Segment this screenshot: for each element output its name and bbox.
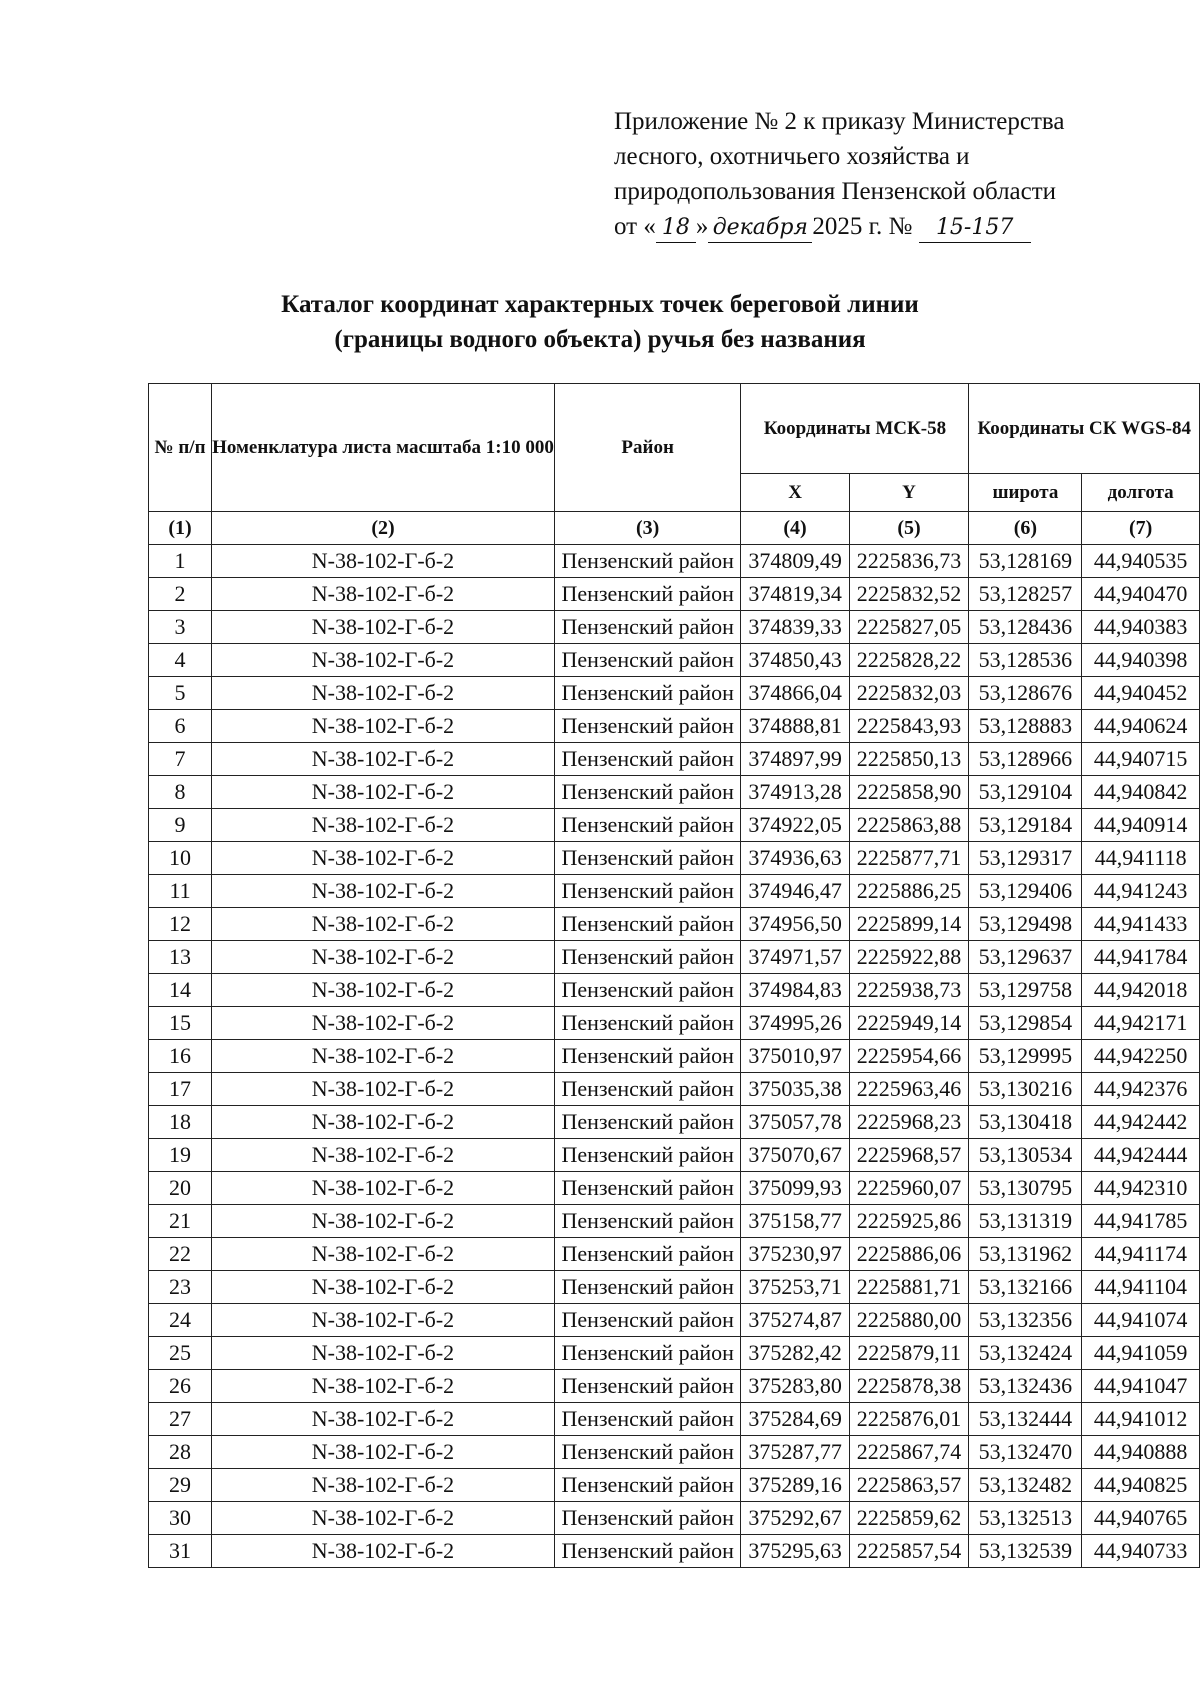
cell-x: 374922,05 [741, 809, 849, 842]
cell-lat: 53,128966 [969, 743, 1082, 776]
cell-lat: 53,129104 [969, 776, 1082, 809]
header-nomenclature: Номенклатура листа масштаба 1:10 000 [212, 384, 555, 512]
cell-x: 375099,93 [741, 1172, 849, 1205]
col-number: (4) [741, 512, 849, 545]
cell-y: 2225886,06 [849, 1238, 969, 1271]
table-row [149, 1502, 1200, 1535]
cell-y: 2225877,71 [849, 842, 969, 875]
table-row [149, 611, 1200, 644]
table-row [149, 644, 1200, 677]
cell-x: 374897,99 [741, 743, 849, 776]
cell-district: Пензенский район [554, 1271, 741, 1304]
table-row [149, 578, 1200, 611]
cell-x: 374839,33 [741, 611, 849, 644]
cell-lat: 53,132444 [969, 1403, 1082, 1436]
cell-lat: 53,128169 [969, 545, 1082, 578]
cell-lon: 44,941118 [1082, 842, 1200, 875]
cell-lat: 53,132166 [969, 1271, 1082, 1304]
cell-x: 374819,34 [741, 578, 849, 611]
cell-nomenclature: N-38-102-Г-б-2 [212, 611, 555, 644]
cell-y: 2225938,73 [849, 974, 969, 1007]
cell-nomenclature: N-38-102-Г-б-2 [212, 644, 555, 677]
cell-x: 375230,97 [741, 1238, 849, 1271]
appendix-line-3: природопользования Пензенской области [614, 178, 1057, 205]
cell-x: 375070,67 [741, 1139, 849, 1172]
cell-lon: 44,940733 [1082, 1535, 1200, 1568]
cell-lon: 44,940842 [1082, 776, 1200, 809]
cell-y: 2225968,23 [849, 1106, 969, 1139]
cell-lon: 44,940765 [1082, 1502, 1200, 1535]
cell-y: 2225827,05 [849, 611, 969, 644]
cell-nomenclature: N-38-102-Г-б-2 [212, 1502, 555, 1535]
cell-num: 28 [149, 1436, 212, 1469]
cell-lon: 44,942310 [1082, 1172, 1200, 1205]
cell-district: Пензенский район [554, 1106, 741, 1139]
cell-lat: 53,129854 [969, 1007, 1082, 1040]
cell-num: 12 [149, 908, 212, 941]
cell-nomenclature: N-38-102-Г-б-2 [212, 1469, 555, 1502]
appendix-year: 2025 г. № [812, 213, 913, 240]
appendix-line-1: Приложение № 2 к приказу Министерства [614, 108, 1065, 135]
cell-district: Пензенский район [554, 1535, 741, 1568]
cell-lat: 53,129758 [969, 974, 1082, 1007]
cell-lon: 44,940888 [1082, 1436, 1200, 1469]
cell-nomenclature: N-38-102-Г-б-2 [212, 578, 555, 611]
cell-lat: 53,132424 [969, 1337, 1082, 1370]
cell-lon: 44,942171 [1082, 1007, 1200, 1040]
cell-district: Пензенский район [554, 809, 741, 842]
cell-x: 375253,71 [741, 1271, 849, 1304]
cell-district: Пензенский район [554, 1436, 741, 1469]
table-row [149, 1370, 1200, 1403]
cell-district: Пензенский район [554, 1007, 741, 1040]
cell-nomenclature: N-38-102-Г-б-2 [212, 1007, 555, 1040]
order-day: 18 [656, 214, 696, 243]
cell-x: 375274,87 [741, 1304, 849, 1337]
cell-lat: 53,130216 [969, 1073, 1082, 1106]
cell-x: 374946,47 [741, 875, 849, 908]
cell-district: Пензенский район [554, 1403, 741, 1436]
table-row [149, 1172, 1200, 1205]
cell-nomenclature: N-38-102-Г-б-2 [212, 875, 555, 908]
cell-district: Пензенский район [554, 1238, 741, 1271]
cell-num: 31 [149, 1535, 212, 1568]
order-month: декабря [708, 214, 812, 243]
cell-y: 2225960,07 [849, 1172, 969, 1205]
cell-y: 2225832,03 [849, 677, 969, 710]
cell-lat: 53,129184 [969, 809, 1082, 842]
cell-x: 374956,50 [741, 908, 849, 941]
cell-x: 375010,97 [741, 1040, 849, 1073]
col-number: (2) [212, 512, 555, 545]
cell-lon: 44,940452 [1082, 677, 1200, 710]
cell-y: 2225859,62 [849, 1502, 969, 1535]
cell-lat: 53,128536 [969, 644, 1082, 677]
table-row [149, 1436, 1200, 1469]
cell-lon: 44,941104 [1082, 1271, 1200, 1304]
table-row [149, 776, 1200, 809]
cell-district: Пензенский район [554, 1172, 741, 1205]
header-msk: Координаты МСК-58 [741, 384, 969, 474]
table-row [149, 1106, 1200, 1139]
cell-y: 2225954,66 [849, 1040, 969, 1073]
cell-y: 2225880,00 [849, 1304, 969, 1337]
document-title [160, 287, 1040, 357]
cell-num: 17 [149, 1073, 212, 1106]
cell-lat: 53,132539 [969, 1535, 1082, 1568]
cell-district: Пензенский район [554, 1469, 741, 1502]
cell-lon: 44,942444 [1082, 1139, 1200, 1172]
cell-num: 10 [149, 842, 212, 875]
table-row [149, 1040, 1200, 1073]
cell-y: 2225879,11 [849, 1337, 969, 1370]
table-row [149, 1271, 1200, 1304]
cell-y: 2225922,88 [849, 941, 969, 974]
appendix-block [614, 104, 1174, 244]
cell-x: 375284,69 [741, 1403, 849, 1436]
cell-lat: 53,131962 [969, 1238, 1082, 1271]
table-row [149, 743, 1200, 776]
col-number: (5) [849, 512, 969, 545]
cell-lon: 44,942250 [1082, 1040, 1200, 1073]
cell-y: 2225881,71 [849, 1271, 969, 1304]
cell-x: 375283,80 [741, 1370, 849, 1403]
cell-y: 2225899,14 [849, 908, 969, 941]
cell-num: 1 [149, 545, 212, 578]
cell-lat: 53,129498 [969, 908, 1082, 941]
cell-num: 24 [149, 1304, 212, 1337]
table-row [149, 710, 1200, 743]
table-row [149, 1535, 1200, 1568]
cell-district: Пензенский район [554, 1304, 741, 1337]
cell-district: Пензенский район [554, 1370, 741, 1403]
cell-num: 20 [149, 1172, 212, 1205]
cell-lon: 44,942376 [1082, 1073, 1200, 1106]
cell-num: 15 [149, 1007, 212, 1040]
cell-lon: 44,941074 [1082, 1304, 1200, 1337]
table-row [149, 1073, 1200, 1106]
cell-x: 374850,43 [741, 644, 849, 677]
cell-num: 30 [149, 1502, 212, 1535]
cell-num: 2 [149, 578, 212, 611]
cell-lat: 53,128676 [969, 677, 1082, 710]
cell-lat: 53,129317 [969, 842, 1082, 875]
cell-y: 2225863,88 [849, 809, 969, 842]
cell-district: Пензенский район [554, 644, 741, 677]
table-row [149, 545, 1200, 578]
cell-y: 2225832,52 [849, 578, 969, 611]
appendix-date-line [614, 209, 1174, 244]
cell-num: 11 [149, 875, 212, 908]
cell-lon: 44,940383 [1082, 611, 1200, 644]
cell-lon: 44,941174 [1082, 1238, 1200, 1271]
cell-lat: 53,132436 [969, 1370, 1082, 1403]
cell-nomenclature: N-38-102-Г-б-2 [212, 1238, 555, 1271]
cell-district: Пензенский район [554, 611, 741, 644]
cell-nomenclature: N-38-102-Г-б-2 [212, 1304, 555, 1337]
cell-lon: 44,940914 [1082, 809, 1200, 842]
cell-y: 2225968,57 [849, 1139, 969, 1172]
cell-district: Пензенский район [554, 545, 741, 578]
cell-lon: 44,940535 [1082, 545, 1200, 578]
cell-nomenclature: N-38-102-Г-б-2 [212, 1337, 555, 1370]
cell-num: 3 [149, 611, 212, 644]
cell-x: 374995,26 [741, 1007, 849, 1040]
cell-lon: 44,940715 [1082, 743, 1200, 776]
cell-num: 27 [149, 1403, 212, 1436]
cell-x: 374913,28 [741, 776, 849, 809]
cell-num: 14 [149, 974, 212, 1007]
cell-y: 2225925,86 [849, 1205, 969, 1238]
cell-lon: 44,940624 [1082, 710, 1200, 743]
cell-nomenclature: N-38-102-Г-б-2 [212, 743, 555, 776]
col-number: (3) [554, 512, 741, 545]
cell-y: 2225963,46 [849, 1073, 969, 1106]
cell-lat: 53,132356 [969, 1304, 1082, 1337]
cell-district: Пензенский район [554, 578, 741, 611]
cell-lat: 53,129406 [969, 875, 1082, 908]
cell-nomenclature: N-38-102-Г-б-2 [212, 974, 555, 1007]
cell-nomenclature: N-38-102-Г-б-2 [212, 1403, 555, 1436]
cell-y: 2225828,22 [849, 644, 969, 677]
cell-num: 6 [149, 710, 212, 743]
cell-district: Пензенский район [554, 677, 741, 710]
cell-lat: 53,129995 [969, 1040, 1082, 1073]
col-number: (6) [969, 512, 1082, 545]
title-line-1: Каталог координат характерных точек береговой линии [281, 291, 919, 318]
cell-district: Пензенский район [554, 1337, 741, 1370]
cell-x: 375295,63 [741, 1535, 849, 1568]
cell-y: 2225843,93 [849, 710, 969, 743]
cell-num: 7 [149, 743, 212, 776]
header-x: X [741, 474, 849, 512]
cell-lon: 44,942442 [1082, 1106, 1200, 1139]
cell-num: 26 [149, 1370, 212, 1403]
cell-num: 25 [149, 1337, 212, 1370]
cell-nomenclature: N-38-102-Г-б-2 [212, 677, 555, 710]
cell-lon: 44,941243 [1082, 875, 1200, 908]
cell-x: 374984,83 [741, 974, 849, 1007]
table-row [149, 1205, 1200, 1238]
cell-lon: 44,942018 [1082, 974, 1200, 1007]
order-number: 15-157 [919, 214, 1031, 243]
cell-x: 375158,77 [741, 1205, 849, 1238]
cell-y: 2225878,38 [849, 1370, 969, 1403]
table-row [149, 1139, 1200, 1172]
cell-x: 374971,57 [741, 941, 849, 974]
cell-y: 2225850,13 [849, 743, 969, 776]
cell-lat: 53,129637 [969, 941, 1082, 974]
header-lat: широта [969, 474, 1082, 512]
cell-x: 375287,77 [741, 1436, 849, 1469]
cell-nomenclature: N-38-102-Г-б-2 [212, 941, 555, 974]
col-number: (1) [149, 512, 212, 545]
cell-x: 375292,67 [741, 1502, 849, 1535]
table-row [149, 842, 1200, 875]
cell-nomenclature: N-38-102-Г-б-2 [212, 1535, 555, 1568]
table-body [149, 545, 1200, 1568]
cell-num: 19 [149, 1139, 212, 1172]
cell-num: 22 [149, 1238, 212, 1271]
cell-lat: 53,130795 [969, 1172, 1082, 1205]
cell-district: Пензенский район [554, 776, 741, 809]
cell-nomenclature: N-38-102-Г-б-2 [212, 1205, 555, 1238]
cell-district: Пензенский район [554, 908, 741, 941]
cell-district: Пензенский район [554, 941, 741, 974]
cell-y: 2225836,73 [849, 545, 969, 578]
cell-x: 374888,81 [741, 710, 849, 743]
cell-district: Пензенский район [554, 1073, 741, 1106]
cell-lat: 53,128436 [969, 611, 1082, 644]
coordinates-table [148, 383, 1200, 1568]
cell-nomenclature: N-38-102-Г-б-2 [212, 710, 555, 743]
cell-y: 2225867,74 [849, 1436, 969, 1469]
cell-lat: 53,132470 [969, 1436, 1082, 1469]
cell-lon: 44,940470 [1082, 578, 1200, 611]
cell-nomenclature: N-38-102-Г-б-2 [212, 776, 555, 809]
table-row [149, 677, 1200, 710]
header-district: Район [554, 384, 741, 512]
cell-lat: 53,132482 [969, 1469, 1082, 1502]
cell-district: Пензенский район [554, 875, 741, 908]
cell-district: Пензенский район [554, 743, 741, 776]
cell-district: Пензенский район [554, 974, 741, 1007]
cell-y: 2225858,90 [849, 776, 969, 809]
cell-district: Пензенский район [554, 842, 741, 875]
cell-num: 18 [149, 1106, 212, 1139]
table-row [149, 974, 1200, 1007]
cell-district: Пензенский район [554, 1502, 741, 1535]
cell-lat: 53,128883 [969, 710, 1082, 743]
cell-x: 374866,04 [741, 677, 849, 710]
table-row [149, 1337, 1200, 1370]
cell-nomenclature: N-38-102-Г-б-2 [212, 1436, 555, 1469]
cell-lon: 44,941433 [1082, 908, 1200, 941]
cell-num: 4 [149, 644, 212, 677]
cell-x: 374809,49 [741, 545, 849, 578]
cell-lat: 53,130534 [969, 1139, 1082, 1172]
cell-nomenclature: N-38-102-Г-б-2 [212, 908, 555, 941]
cell-nomenclature: N-38-102-Г-б-2 [212, 1073, 555, 1106]
cell-num: 13 [149, 941, 212, 974]
header-y: Y [849, 474, 969, 512]
cell-lon: 44,941012 [1082, 1403, 1200, 1436]
cell-nomenclature: N-38-102-Г-б-2 [212, 1040, 555, 1073]
cell-lat: 53,130418 [969, 1106, 1082, 1139]
cell-district: Пензенский район [554, 1205, 741, 1238]
cell-num: 8 [149, 776, 212, 809]
title-line-2: (границы водного объекта) ручья без названия [334, 326, 866, 353]
cell-lon: 44,941784 [1082, 941, 1200, 974]
cell-nomenclature: N-38-102-Г-б-2 [212, 842, 555, 875]
appendix-line-2: лесного, охотничьего хозяйства и [614, 143, 970, 170]
table-row [149, 1304, 1200, 1337]
table-row [149, 809, 1200, 842]
cell-num: 23 [149, 1271, 212, 1304]
cell-lon: 44,941785 [1082, 1205, 1200, 1238]
appendix-quote-close: » [695, 213, 709, 240]
cell-x: 374936,63 [741, 842, 849, 875]
cell-nomenclature: N-38-102-Г-б-2 [212, 545, 555, 578]
cell-lat: 53,132513 [969, 1502, 1082, 1535]
cell-num: 9 [149, 809, 212, 842]
cell-lat: 53,131319 [969, 1205, 1082, 1238]
cell-nomenclature: N-38-102-Г-б-2 [212, 1370, 555, 1403]
cell-num: 29 [149, 1469, 212, 1502]
cell-lon: 44,941047 [1082, 1370, 1200, 1403]
cell-lon: 44,941059 [1082, 1337, 1200, 1370]
header-lon: долгота [1082, 474, 1200, 512]
cell-nomenclature: N-38-102-Г-б-2 [212, 809, 555, 842]
cell-district: Пензенский район [554, 1139, 741, 1172]
table-row [149, 1238, 1200, 1271]
cell-nomenclature: N-38-102-Г-б-2 [212, 1139, 555, 1172]
table-row [149, 1469, 1200, 1502]
cell-district: Пензенский район [554, 710, 741, 743]
appendix-from: от « [614, 213, 656, 240]
cell-y: 2225863,57 [849, 1469, 969, 1502]
cell-nomenclature: N-38-102-Г-б-2 [212, 1106, 555, 1139]
cell-num: 16 [149, 1040, 212, 1073]
table-row [149, 908, 1200, 941]
cell-y: 2225857,54 [849, 1535, 969, 1568]
cell-district: Пензенский район [554, 1040, 741, 1073]
cell-x: 375057,78 [741, 1106, 849, 1139]
cell-lon: 44,940825 [1082, 1469, 1200, 1502]
cell-nomenclature: N-38-102-Г-б-2 [212, 1172, 555, 1205]
cell-lat: 53,128257 [969, 578, 1082, 611]
cell-num: 5 [149, 677, 212, 710]
cell-y: 2225886,25 [849, 875, 969, 908]
table-row [149, 1007, 1200, 1040]
table-row [149, 875, 1200, 908]
col-number: (7) [1082, 512, 1200, 545]
cell-x: 375289,16 [741, 1469, 849, 1502]
header-num: № п/п [149, 384, 212, 512]
cell-x: 375282,42 [741, 1337, 849, 1370]
cell-y: 2225876,01 [849, 1403, 969, 1436]
table-row [149, 1403, 1200, 1436]
cell-x: 375035,38 [741, 1073, 849, 1106]
table-row [149, 941, 1200, 974]
header-wgs: Координаты СК WGS-84 [969, 384, 1200, 474]
cell-nomenclature: N-38-102-Г-б-2 [212, 1271, 555, 1304]
cell-lon: 44,940398 [1082, 644, 1200, 677]
cell-num: 21 [149, 1205, 212, 1238]
cell-y: 2225949,14 [849, 1007, 969, 1040]
